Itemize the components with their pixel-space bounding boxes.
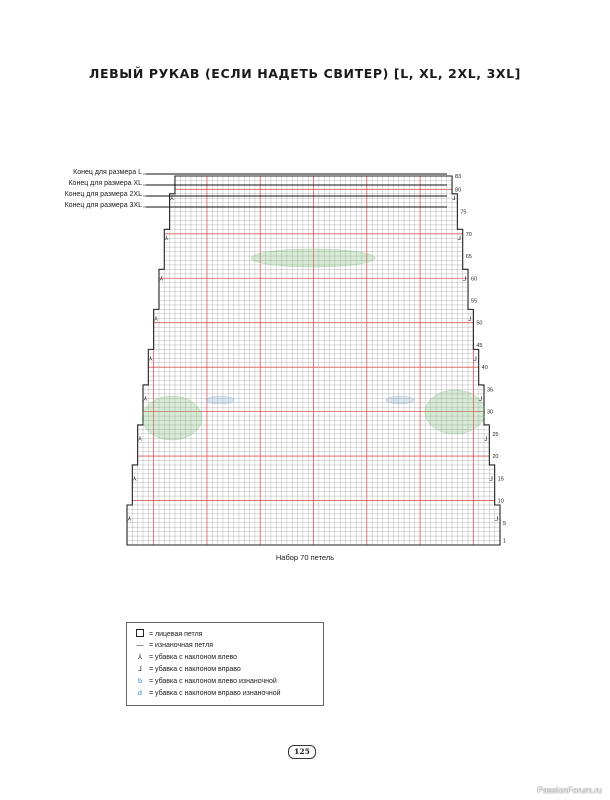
size-end-label-l: Конец для размера L [73,169,142,176]
decrease-right-icon: ⅃ [138,666,142,673]
chart-cells [127,176,500,545]
legend-item [135,641,213,651]
row-number: 25 [492,431,499,438]
legend-item [135,653,237,663]
legend-text: = убавка с наклоном влево изнаночной [148,678,277,685]
legend-box [126,622,324,706]
decrease-left-icon: ⅄ [137,654,143,661]
watermark: PassionForum.ru [537,785,602,795]
motif-band [251,249,375,267]
decrease-marker: ⅄ [138,435,142,443]
row-number: 55 [471,298,478,305]
row-number: 40 [481,365,488,372]
motif-band [425,390,485,434]
decrease-marker: ⅄ [159,275,164,283]
row-number: 65 [465,254,472,261]
purl-decrease-left-icon: ᑲ [137,678,143,685]
legend-item [135,665,241,675]
motif-band [206,396,234,404]
decrease-marker: ⅃ [457,235,462,243]
motif-band [142,396,202,440]
legend-text: = лицевая петля [148,631,203,638]
row-number: 10 [497,498,504,505]
decrease-marker: ⅄ [127,515,132,523]
decrease-marker: ⅃ [495,515,499,523]
decrease-marker: ⅃ [484,435,488,443]
decrease-marker: ⅄ [148,355,153,363]
decrease-marker: ⅃ [468,315,472,323]
legend-text: = изнаночная петля [148,642,213,649]
decrease-marker: ⅃ [452,195,456,203]
decrease-marker: ⅄ [170,195,174,203]
purl-decrease-right-icon: ᑯ [137,690,143,697]
decrease-marker: ⅃ [489,475,494,483]
legend-item [135,677,277,687]
page-title: ЛЕВЫЙ РУКАВ (ЕСЛИ НАДЕТЬ СВИТЕР) [L, XL, 2XL, 3XL] [89,66,521,81]
legend-text: = убавка с наклоном влево [148,654,238,661]
knit-stitch-icon [135,629,145,640]
legend-item [135,629,202,639]
motif-band [386,396,414,404]
decrease-marker: ⅄ [154,315,158,323]
row-number: 75 [460,209,467,216]
row-number: 35 [487,387,494,394]
row-number: 60 [471,276,478,283]
row-number: 30 [487,409,494,416]
legend-text: = убавка с наклоном вправо изнаночной [148,690,281,697]
row-number: 80 [455,187,462,194]
decrease-marker: ⅄ [132,475,137,483]
legend-text: = убавка с наклоном вправо [148,666,241,673]
decrease-marker: ⅄ [143,395,148,403]
size-end-label-xl: Конец для размера XL [68,180,142,187]
row-number: 45 [476,342,483,349]
size-end-label-3xl: Конец для размера 3XL [64,202,142,209]
row-number: 20 [492,454,499,461]
purl-stitch-icon: — [136,642,144,649]
decrease-marker: ⅃ [473,355,478,363]
decrease-marker: ⅄ [164,235,169,243]
page-number: 125 [288,745,316,759]
cast-on-caption: Набор 70 петель [275,553,335,562]
size-end-label-2xl: Конец для размера 2XL [64,191,142,198]
row-number: 5 [503,520,507,527]
legend-item [135,689,281,699]
decrease-marker: ⅃ [463,275,467,283]
row-number: 50 [476,320,483,327]
row-number: 70 [465,231,472,238]
row-number: 83 [455,174,462,180]
row-number: 1 [503,538,507,545]
row-number: 15 [497,476,504,483]
decrease-marker: ⅃ [479,395,483,403]
